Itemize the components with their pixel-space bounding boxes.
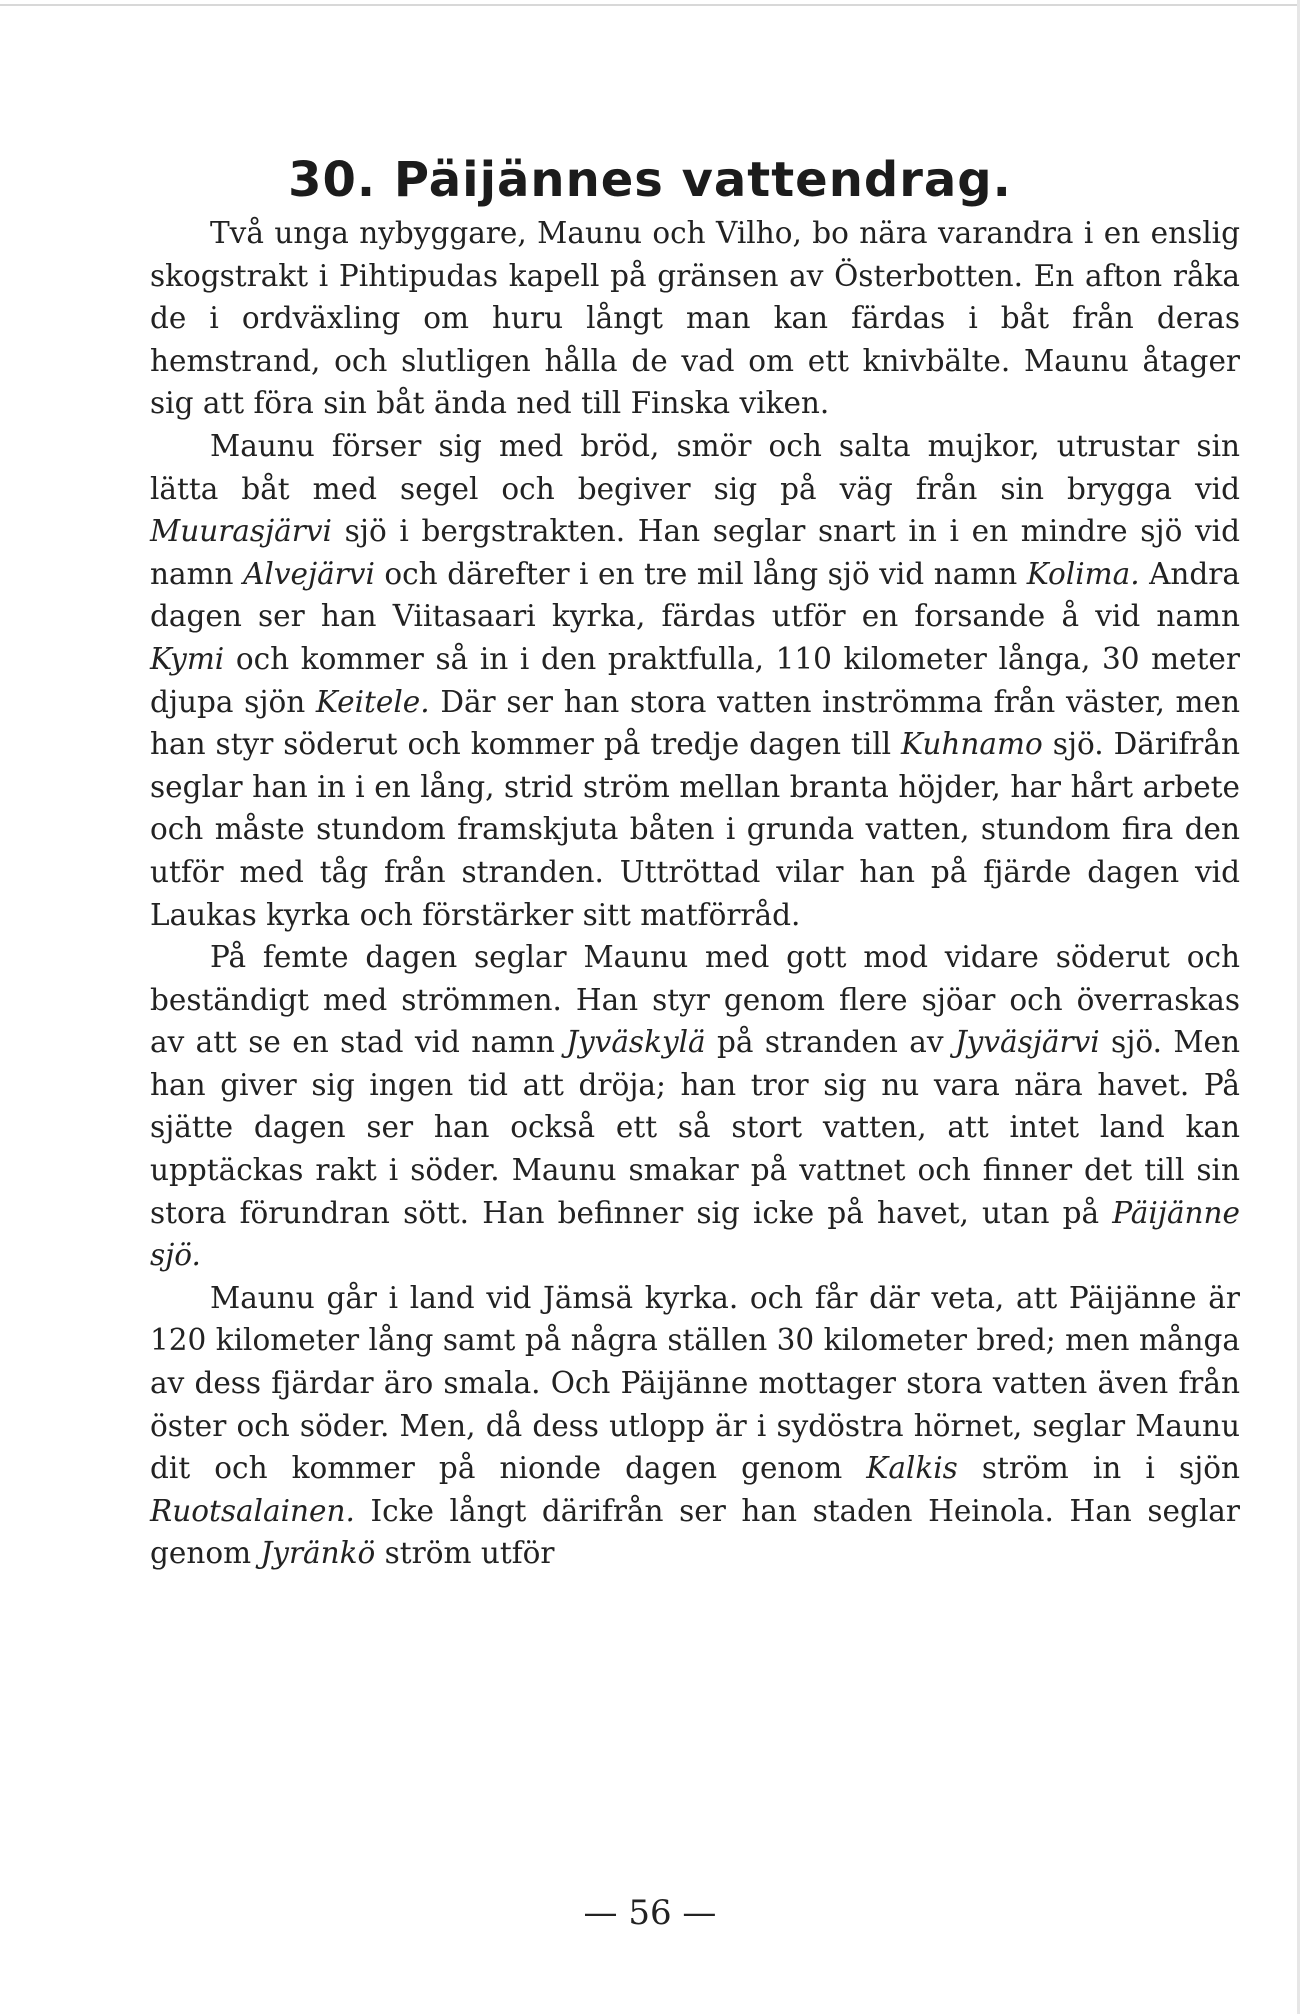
place-name-italic: Jyväskylä (566, 1025, 706, 1060)
text-run: Maunu förser sig med bröd, smör och salta mujkor, utrustar sin lätta båt med segel och begiver sig på väg från sin brygga vid (150, 428, 1240, 506)
place-name-italic: Jyränkö (260, 1536, 376, 1571)
place-name-italic: Kolima. (1026, 556, 1140, 591)
place-name-italic: Kuhnamo (901, 727, 1043, 762)
top-edge-rule (0, 4, 1300, 6)
place-name-italic: Keitele. (315, 684, 430, 719)
place-name-italic: Kymi (150, 641, 225, 676)
page-number: — 56 — (583, 1893, 717, 1933)
place-name-italic: Muurasjärvi (150, 514, 332, 549)
chapter-number: 30. (288, 152, 377, 209)
place-name-italic: Kalkis (866, 1451, 958, 1486)
body-text (150, 212, 1240, 1575)
paragraph (150, 1277, 1240, 1575)
paragraph (150, 425, 1240, 936)
text-run: på stranden av (705, 1025, 955, 1060)
paragraph (150, 212, 1240, 425)
place-name-italic: Jyväsjärvi (954, 1025, 1100, 1060)
text-run: sjö. Därifrån seglar han in i en lång, strid ström mellan branta höjder, har hårt arbete och måste stundom framskjuta båten i grunda vatten, stundom fira den utför med tåg från stranden. Uttröttad vilar han på fjärde dagen vid Laukas kyrka och förstärker sitt matförråd. (150, 727, 1240, 932)
text-run: ström in i sjön (957, 1451, 1240, 1486)
text-run: och därefter i en tre mil lång sjö vid namn (374, 556, 1027, 591)
text-run: Maunu går i land vid Jämsä kyrka. och får där veta, att Päijänne är 120 kilometer lång samt på några ställen 30 kilometer bred; men många av dess fjärdar äro smala. Och Päijänne mottager stora vatten även från öster och söder. Men, då dess utlopp är i sydöstra hörnet, seglar Maunu dit och kommer på nionde dagen genom (150, 1280, 1240, 1486)
text-run: Andra dagen ser han Viitasaari kyrka, färdas utför en forsande å vid namn (150, 556, 1240, 634)
text-run: och kommer så in i den praktfulla, 110 kilometer långa, 30 meter djupa sjön (150, 641, 1240, 719)
text-run: På femte dagen seglar Maunu med gott mod vidare söderut och beständigt med strömmen. Han styr genom flere sjöar och överraskas av att se en stad vid namn (150, 940, 1240, 1060)
place-name-italic: Päijänne sjö. (150, 1195, 1240, 1273)
place-name-italic: Ruotsalainen. (150, 1493, 355, 1528)
text-run: ström utför (375, 1536, 555, 1571)
chapter-title: Päijännes vattendrag. (393, 152, 1012, 209)
text-run: sjö i bergstrakten. Han seglar snart in i en mindre sjö vid namn (150, 514, 1240, 591)
text-run: sjö. Men han giver sig ingen tid att dröja; han tror sig nu vara nära havet. På sjätte dagen ser han också ett så stort vatten, att intet land kan upptäckas rakt i söder. Maunu smakar på vattnet och finner det till sin stora förundran sött. Han befinner sig icke på havet, utan på (150, 1025, 1240, 1230)
text-run: Icke långt därifrån ser han staden Heinola. Han seglar genom (150, 1493, 1240, 1571)
text-run: Där ser han stora vatten inströmma från väster, men han styr söderut och kommer på tredje dagen till (150, 684, 1240, 762)
chapter-heading (0, 150, 1300, 210)
place-name-italic: Alvejärvi (243, 556, 375, 591)
paragraph (150, 936, 1240, 1277)
text-run: Två unga nybyggare, Maunu och Vilho, bo nära varandra i en enslig skogstrakt i Pihtipudas kapell på gränsen av Österbotten. En afton råka de i ordväxling om huru långt man kan färdas i båt från deras hemstrand, och slutligen hålla de vad om ett knivbälte. Maunu åtager sig att föra sin båt ända ned till Finska viken. (150, 216, 1240, 421)
